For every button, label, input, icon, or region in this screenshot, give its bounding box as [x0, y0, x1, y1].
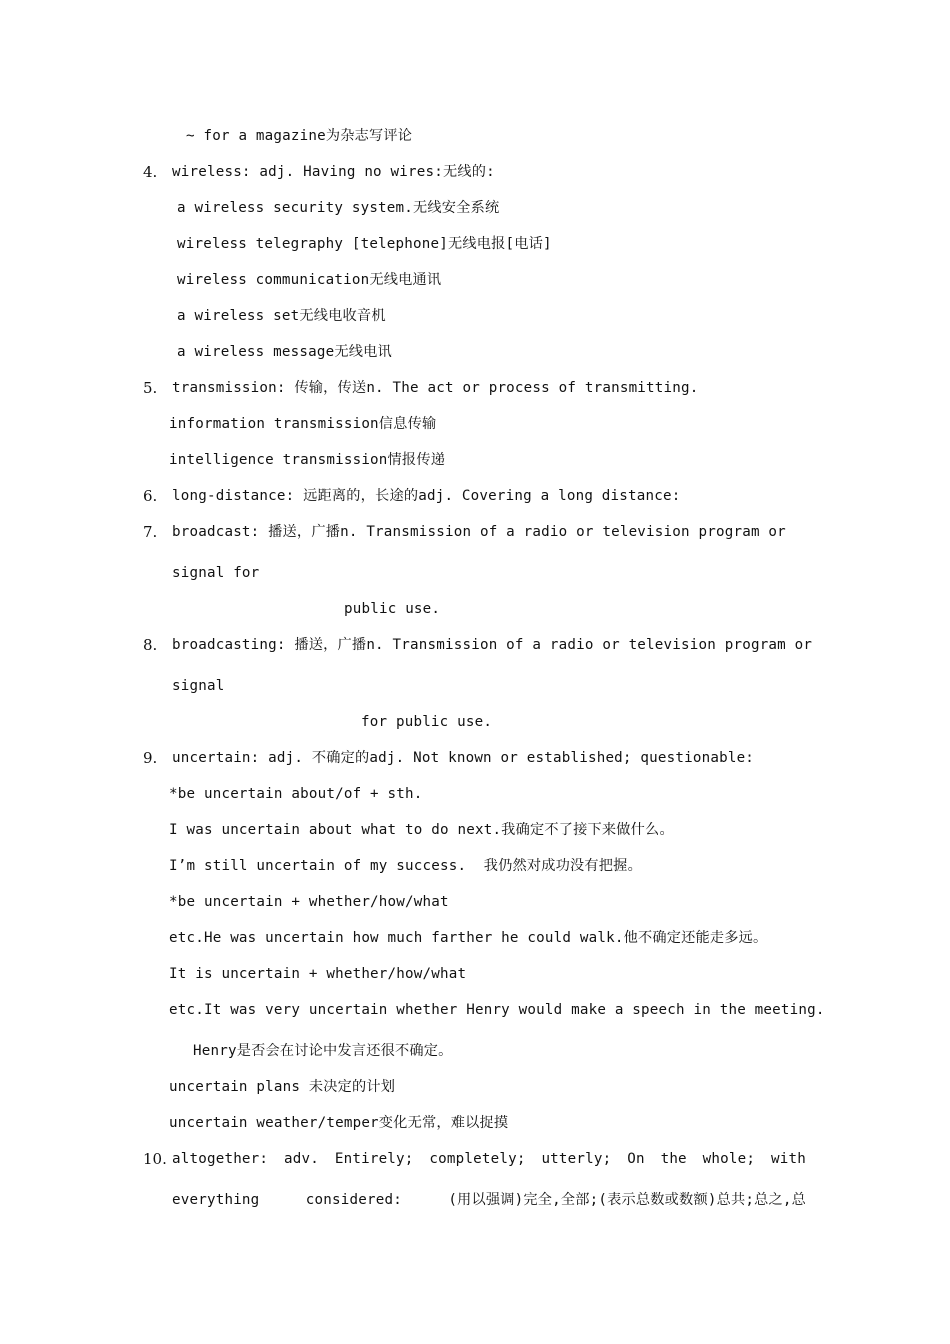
item-number: 10.	[143, 1150, 167, 1168]
text-line: wireless telegraphy [telephone]无线电报[电话]	[177, 236, 552, 252]
text-line: wireless: adj. Having no wires:无线的:	[172, 164, 495, 180]
text-line: signal for	[172, 565, 260, 581]
text-line: It is uncertain + whether/how/what	[169, 966, 467, 982]
text-line: for public use.	[361, 714, 493, 730]
text-line: uncertain plans 未决定的计划	[169, 1079, 396, 1095]
word: everything	[172, 1192, 260, 1208]
text-line: transmission: 传输，传送n. The act or process of transmitting.	[172, 380, 699, 396]
word: the	[660, 1151, 687, 1167]
text-line: broadcast: 播送，广播n. Transmission of a radio or television program or	[172, 524, 786, 540]
word: considered:	[305, 1192, 402, 1208]
word: completely;	[429, 1151, 526, 1167]
word: On	[627, 1151, 645, 1167]
text-line: Henry是否会在讨论中发言还很不确定。	[193, 1043, 453, 1059]
word: Entirely;	[334, 1151, 414, 1167]
text-line: ~ for a magazine为杂志写评论	[186, 128, 413, 144]
text-line: information transmission信息传输	[169, 416, 437, 432]
item-number: 5.	[143, 379, 158, 397]
text-line: long-distance: 远距离的，长途的adj. Covering a long distance:	[172, 488, 681, 504]
text-line: wireless communication无线电通讯	[177, 272, 442, 288]
text-line: a wireless message无线电讯	[177, 344, 392, 360]
item-number: 4.	[143, 163, 158, 181]
item-number: 7.	[143, 523, 158, 541]
word: whole;	[702, 1151, 756, 1167]
justified-line	[172, 1149, 806, 1169]
word: altogether:	[172, 1151, 269, 1167]
text-line: public use.	[344, 601, 441, 617]
text-line: a wireless set无线电收音机	[177, 308, 386, 324]
justified-line	[172, 1190, 806, 1210]
text-line: I was uncertain about what to do next.我确定不了接下来做什么。	[169, 822, 674, 838]
text-line: broadcasting: 播送，广播n. Transmission of a radio or television program or	[172, 637, 813, 653]
word: (用以强调)完全,全部;(表示总数或数额)总共;总之,总	[448, 1192, 806, 1208]
text-line: *be uncertain about/of + sth.	[169, 786, 423, 802]
text-line: intelligence transmission情报传递	[169, 452, 446, 468]
item-number: 6.	[143, 487, 158, 505]
item-number: 9.	[143, 749, 158, 767]
word: utterly;	[541, 1151, 612, 1167]
text-line: signal	[172, 678, 225, 694]
text-line: I’m still uncertain of my success. 我仍然对成功没有把握。	[169, 858, 642, 874]
text-line: a wireless security system.无线安全系统	[177, 200, 500, 216]
text-line: uncertain weather/temper变化无常，难以捉摸	[169, 1115, 509, 1131]
text-line: etc.He was uncertain how much farther he could walk.他不确定还能走多远。	[169, 930, 768, 946]
text-line: uncertain: adj. 不确定的adj. Not known or established; questionable:	[172, 750, 755, 766]
text-line: etc.It was very uncertain whether Henry would make a speech in the meeting.	[169, 1002, 825, 1018]
item-number: 8.	[143, 636, 158, 654]
word: with	[770, 1151, 806, 1167]
word: adv.	[284, 1151, 319, 1167]
text-line: *be uncertain + whether/how/what	[169, 894, 449, 910]
